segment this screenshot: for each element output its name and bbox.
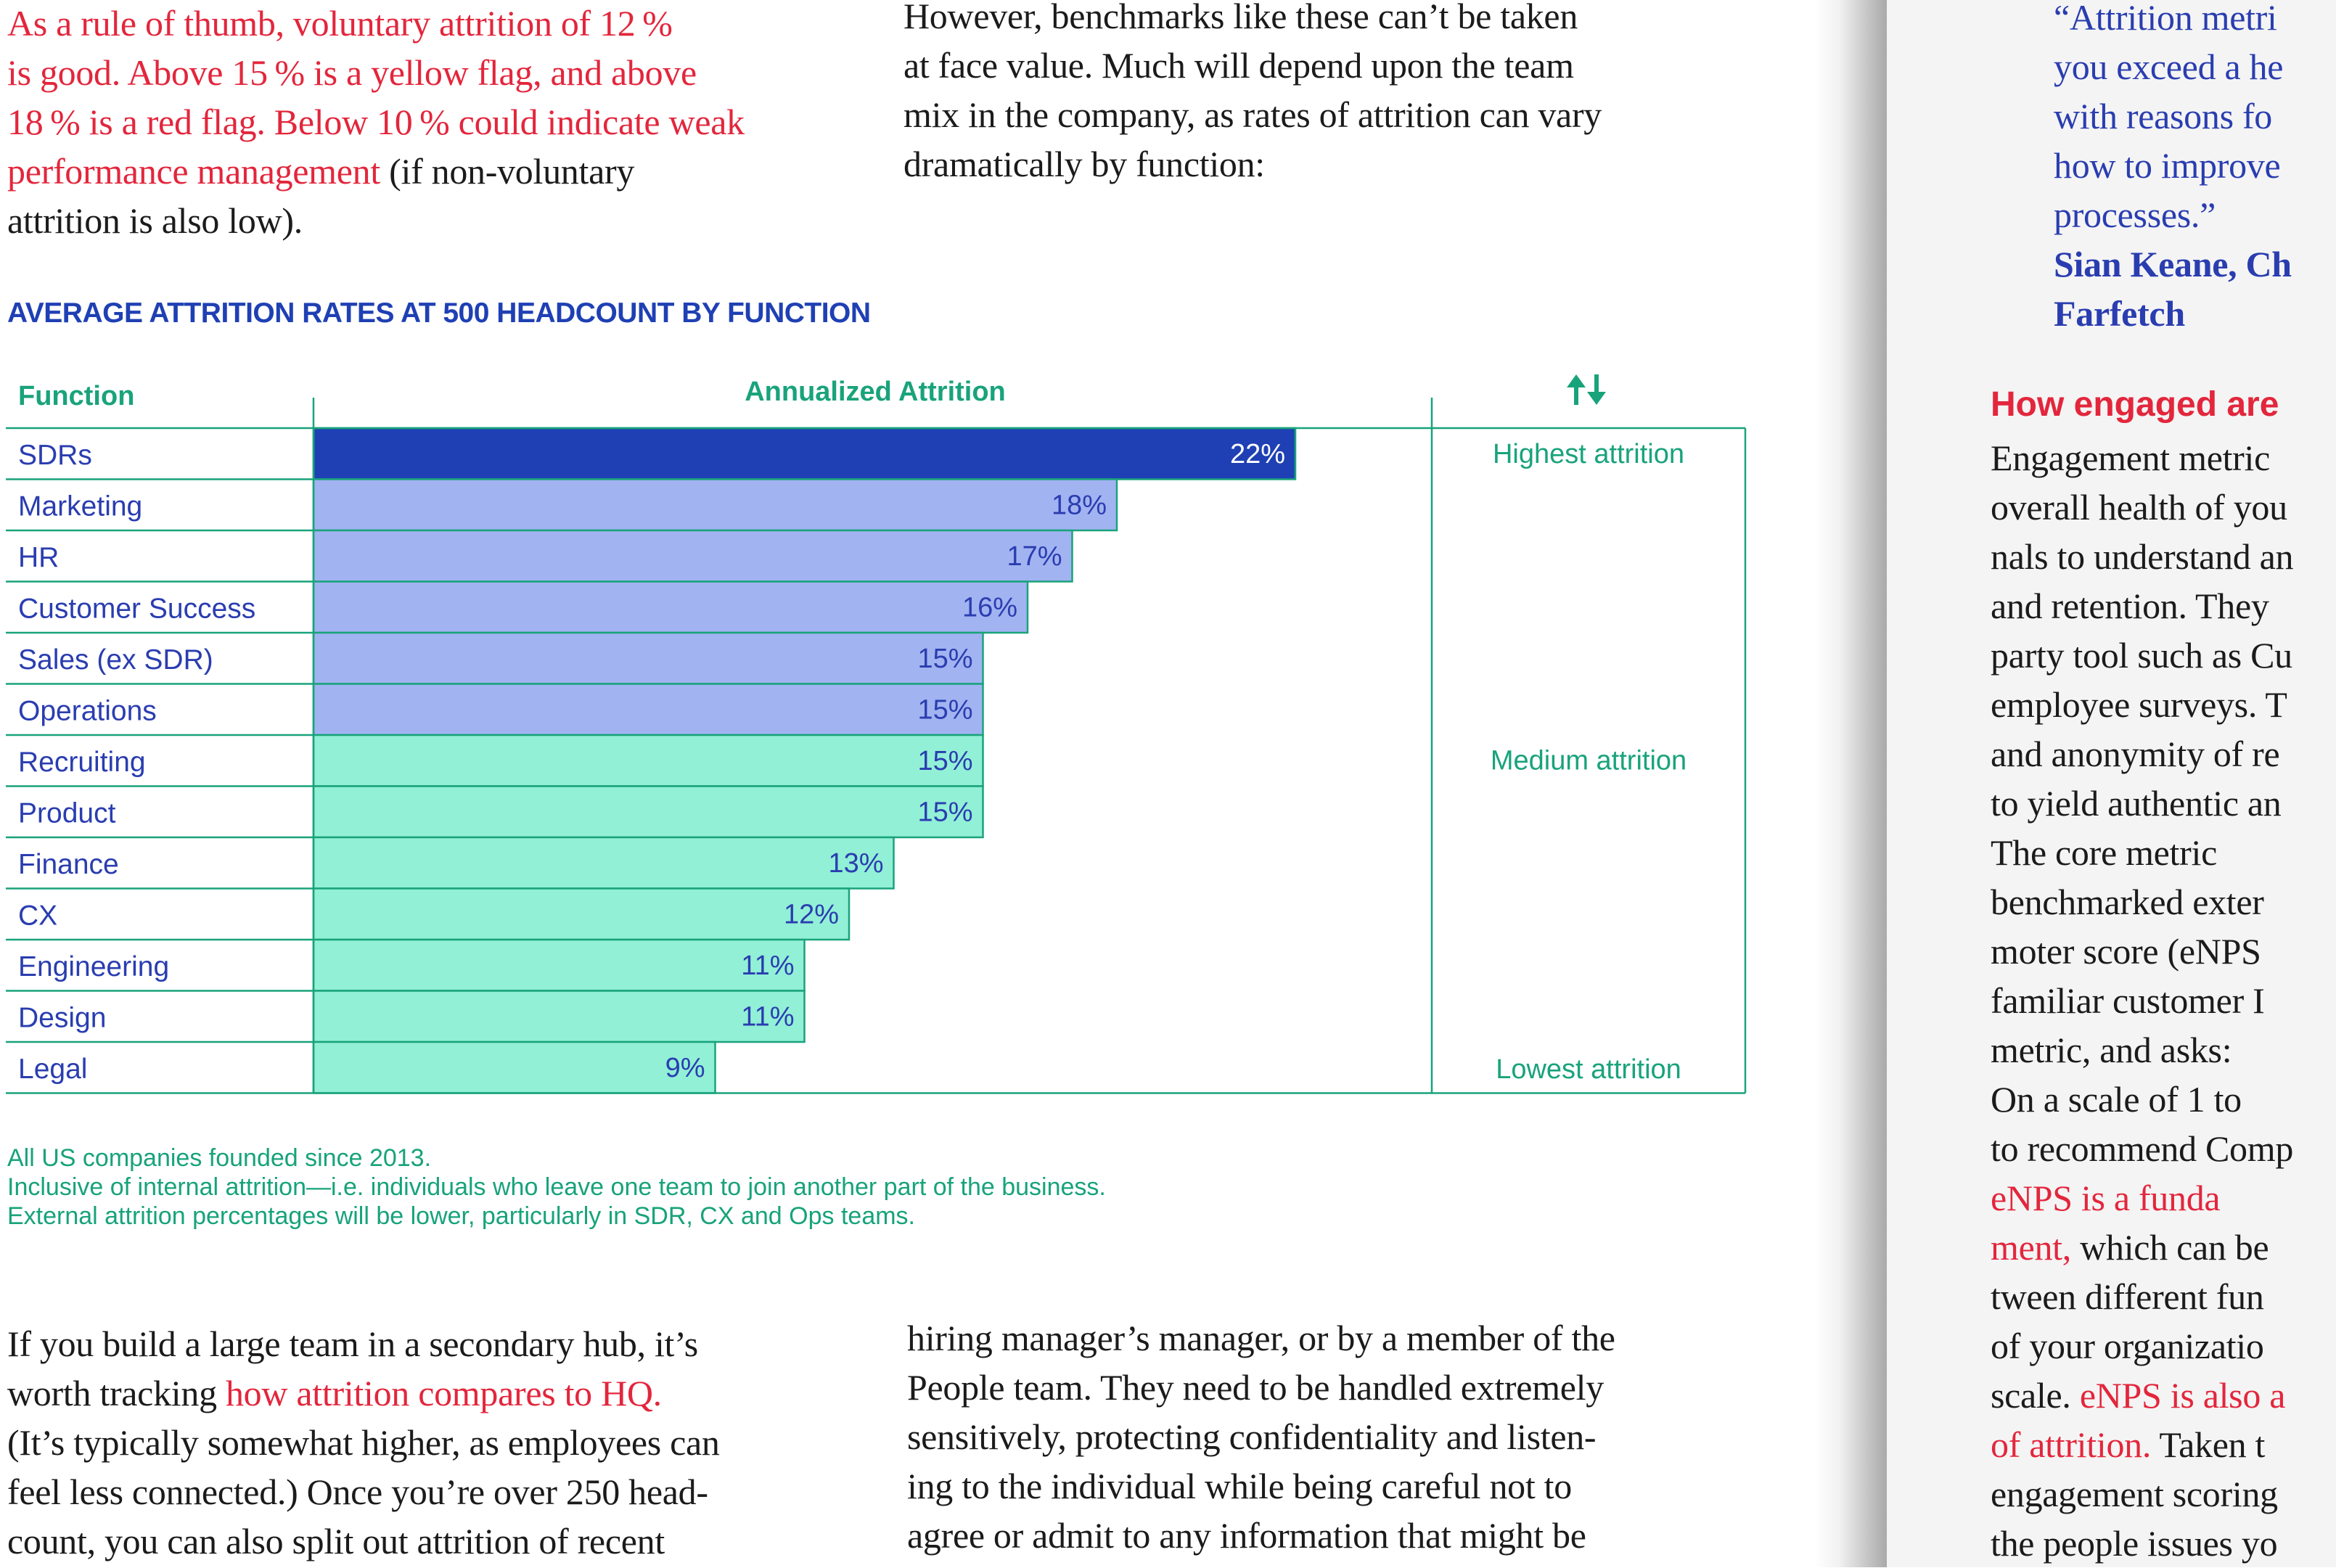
column-header-annualized-attrition: Annualized Attrition bbox=[745, 377, 1006, 407]
text-run: mix in the company, as rates of attrition can vary bbox=[903, 94, 1602, 135]
middle-bottom-paragraph bbox=[907, 1313, 1615, 1560]
category-label: Product bbox=[18, 797, 116, 829]
text-run: overall health of you bbox=[1991, 487, 2287, 528]
text-line bbox=[2054, 42, 2292, 91]
text-line bbox=[1991, 1124, 2293, 1173]
text-run: People team. They need to be handled extremely bbox=[907, 1367, 1604, 1408]
text-line bbox=[1991, 631, 2293, 680]
text-line bbox=[7, 97, 745, 147]
text-line bbox=[1991, 1321, 2293, 1371]
text-run: Farfetch bbox=[2054, 293, 2185, 334]
text-run: nals to understand an bbox=[1991, 536, 2294, 577]
text-run: hiring manager’s manager, or by a member of the bbox=[907, 1318, 1615, 1358]
data-label: 9% bbox=[665, 1053, 705, 1083]
category-label: Marketing bbox=[18, 490, 143, 522]
data-label: 15% bbox=[917, 644, 973, 674]
text-run: engagement scoring bbox=[1991, 1474, 2278, 1514]
category-label: HR bbox=[18, 542, 60, 573]
text-line bbox=[1991, 1371, 2293, 1420]
text-line bbox=[1991, 581, 2293, 631]
category-label: Legal bbox=[18, 1054, 88, 1085]
text-line bbox=[1991, 828, 2293, 877]
text-run: and retention. They bbox=[1991, 586, 2269, 626]
text-run: count, you can also split out attrition of recent bbox=[7, 1521, 665, 1561]
text-run: worth tracking bbox=[7, 1373, 226, 1413]
section-heading: How engaged are bbox=[1991, 385, 2279, 424]
text-line bbox=[1991, 729, 2293, 779]
text-run: of your organizatio bbox=[1991, 1326, 2264, 1366]
tier-label-lowest: Lowest attrition bbox=[1496, 1054, 1681, 1085]
category-label: Sales (ex SDR) bbox=[18, 644, 213, 676]
book-gutter bbox=[1814, 0, 1887, 1567]
text-line bbox=[1991, 532, 2293, 581]
text-line bbox=[7, 0, 745, 48]
text-run: and anonymity of re bbox=[1991, 734, 2280, 774]
category-label: Design bbox=[18, 1002, 107, 1034]
text-line bbox=[2054, 239, 2292, 289]
text-run: Sian Keane, Ch bbox=[2054, 244, 2292, 284]
bar-hr bbox=[313, 530, 1073, 582]
data-label: 22% bbox=[1229, 439, 1285, 469]
text-run: agree or admit to any information that might be bbox=[907, 1515, 1586, 1556]
tier-label-highest: Highest attrition bbox=[1492, 439, 1685, 469]
text-run: If you build a large team in a secondary hub, it’s bbox=[7, 1323, 698, 1364]
text-run: feel less connected.) Once you’re over 250 head- bbox=[7, 1471, 708, 1512]
text-line bbox=[907, 1313, 1615, 1363]
highlighted-text: 18 % is a red flag. Below 10 % could indicate weak bbox=[7, 102, 745, 142]
right-body-text bbox=[1991, 433, 2293, 1568]
highlighted-text: performance management bbox=[7, 151, 380, 192]
text-run: you exceed a he bbox=[2054, 46, 2284, 87]
highlighted-text: ment, bbox=[1991, 1227, 2071, 1268]
bar-product bbox=[313, 787, 983, 838]
text-line bbox=[1991, 1223, 2293, 1272]
data-label: 11% bbox=[741, 951, 795, 981]
chart-title: AVERAGE ATTRITION RATES AT 500 HEADCOUNT BY FUNCTION bbox=[7, 297, 871, 329]
text-run: processes.” bbox=[2054, 194, 2216, 235]
bar-cx bbox=[313, 889, 849, 940]
up-down-arrows-icon bbox=[1567, 374, 1606, 405]
text-line bbox=[7, 1467, 720, 1516]
text-run: to yield authentic an bbox=[1991, 783, 2282, 824]
text-line bbox=[1991, 1075, 2293, 1124]
category-label: SDRs bbox=[18, 440, 92, 471]
category-label: Engineering bbox=[18, 951, 170, 982]
text-run: familiar customer I bbox=[1991, 980, 2265, 1021]
data-label: 17% bbox=[1007, 541, 1062, 572]
text-run: scale. bbox=[1991, 1375, 2080, 1416]
bar-design bbox=[313, 991, 805, 1043]
data-label: 18% bbox=[1051, 490, 1107, 521]
text-line bbox=[1991, 1519, 2293, 1568]
chart-note: External attrition percentages will be lower, particularly in SDR, CX and Ops teams. bbox=[7, 1202, 915, 1230]
text-line bbox=[903, 0, 1602, 41]
bar-engineering bbox=[313, 940, 805, 991]
text-line bbox=[1991, 433, 2293, 483]
data-label: 13% bbox=[828, 848, 884, 879]
text-line bbox=[2054, 91, 2292, 141]
text-line bbox=[7, 48, 745, 97]
text-run: (if non-voluntary bbox=[380, 151, 635, 192]
text-line bbox=[903, 139, 1602, 189]
left-top-paragraph bbox=[7, 0, 745, 245]
text-line bbox=[1991, 483, 2293, 532]
text-run: attrition is also low). bbox=[7, 200, 303, 241]
data-label: 16% bbox=[962, 592, 1017, 623]
text-line bbox=[907, 1461, 1615, 1511]
text-line bbox=[907, 1363, 1615, 1412]
text-line bbox=[7, 1516, 720, 1566]
text-run: moter score (eNPS bbox=[1991, 931, 2261, 972]
text-line bbox=[1991, 976, 2293, 1025]
bar-legal bbox=[313, 1042, 716, 1093]
text-run: Engagement metric bbox=[1991, 438, 2271, 478]
highlighted-text: is good. Above 15 % is a yellow flag, and above bbox=[7, 52, 697, 93]
attrition-bar-chart bbox=[0, 363, 1756, 1110]
text-line bbox=[2054, 190, 2292, 239]
text-run: the people issues yo bbox=[1991, 1523, 2278, 1564]
text-run: On a scale of 1 to bbox=[1991, 1079, 2242, 1120]
category-label: Recruiting bbox=[18, 747, 146, 778]
category-label: Finance bbox=[18, 849, 119, 880]
bar-sales-ex-sdr- bbox=[313, 633, 983, 684]
bar-customer-success bbox=[313, 582, 1028, 633]
highlighted-text: eNPS is also a bbox=[2079, 1375, 2286, 1416]
data-label: 15% bbox=[917, 797, 973, 828]
text-line bbox=[1991, 1272, 2293, 1321]
text-line bbox=[7, 196, 745, 245]
text-line bbox=[7, 1319, 720, 1368]
data-label: 15% bbox=[917, 746, 973, 776]
chart-note: All US companies founded since 2013. bbox=[7, 1144, 432, 1172]
data-label: 11% bbox=[741, 1001, 795, 1033]
bar-sdrs bbox=[313, 428, 1295, 480]
text-run: party tool such as Cu bbox=[1991, 635, 2292, 676]
text-line bbox=[907, 1412, 1615, 1461]
text-run: to recommend Comp bbox=[1991, 1128, 2294, 1169]
text-run: which can be bbox=[2070, 1227, 2269, 1268]
text-line bbox=[903, 90, 1602, 139]
text-line bbox=[1991, 680, 2293, 729]
text-line bbox=[1991, 877, 2293, 927]
text-line bbox=[2054, 289, 2292, 338]
highlighted-text: eNPS is a funda bbox=[1991, 1178, 2221, 1218]
highlighted-text: As a rule of thumb, voluntary attrition of 12 % bbox=[7, 3, 673, 44]
data-label: 15% bbox=[917, 694, 973, 726]
bar-finance bbox=[313, 837, 894, 889]
pull-quote bbox=[2054, 0, 2292, 338]
highlighted-text: of attrition. bbox=[1991, 1424, 2152, 1465]
middle-top-paragraph bbox=[903, 0, 1602, 189]
text-line bbox=[7, 1418, 720, 1467]
text-line bbox=[1991, 1025, 2293, 1075]
text-run: benchmarked exter bbox=[1991, 882, 2264, 922]
text-run: (It’s typically somewhat higher, as employees can bbox=[7, 1422, 720, 1463]
text-line bbox=[1991, 927, 2293, 976]
bar-operations bbox=[313, 684, 983, 736]
text-line bbox=[2054, 141, 2292, 190]
text-line bbox=[2054, 0, 2292, 42]
chart-note: Inclusive of internal attrition—i.e. individuals who leave one team to join another part of the business. bbox=[7, 1173, 1106, 1201]
text-run: how to improve bbox=[2054, 145, 2281, 186]
category-label: Customer Success bbox=[18, 593, 256, 625]
text-run: employee surveys. T bbox=[1991, 684, 2287, 725]
text-run: tween different fun bbox=[1991, 1276, 2264, 1317]
text-line bbox=[1991, 1420, 2293, 1469]
text-line bbox=[7, 1368, 720, 1418]
text-line bbox=[1991, 779, 2293, 828]
text-run: metric, and asks: bbox=[1991, 1030, 2232, 1070]
text-run: “Attrition metri bbox=[2054, 0, 2277, 38]
chart-notes bbox=[7, 1144, 1106, 1231]
category-label: CX bbox=[18, 900, 58, 932]
text-line bbox=[903, 41, 1602, 90]
text-line bbox=[907, 1511, 1615, 1560]
text-run: However, benchmarks like these can’t be taken bbox=[903, 0, 1578, 36]
highlighted-text: how attrition compares to HQ. bbox=[225, 1373, 662, 1413]
text-line bbox=[7, 147, 745, 196]
data-label: 12% bbox=[783, 899, 839, 930]
text-run: sensitively, protecting confidentiality and listen- bbox=[907, 1416, 1597, 1457]
text-run: at face value. Much will depend upon the team bbox=[903, 45, 1574, 86]
text-run: with reasons fo bbox=[2054, 96, 2272, 136]
tier-label-medium: Medium attrition bbox=[1490, 745, 1687, 776]
column-header-function: Function bbox=[18, 381, 135, 411]
text-run: Taken t bbox=[2151, 1424, 2266, 1465]
left-bottom-paragraph bbox=[7, 1319, 720, 1566]
bar-marketing bbox=[313, 480, 1117, 531]
text-run: ing to the individual while being careful not to bbox=[907, 1466, 1572, 1506]
bar-recruiting bbox=[313, 735, 983, 787]
category-label: Operations bbox=[18, 695, 157, 727]
text-run: The core metric bbox=[1991, 832, 2217, 873]
text-line bbox=[1991, 1173, 2293, 1223]
text-run: dramatically by function: bbox=[903, 144, 1265, 184]
text-line bbox=[1991, 1469, 2293, 1519]
